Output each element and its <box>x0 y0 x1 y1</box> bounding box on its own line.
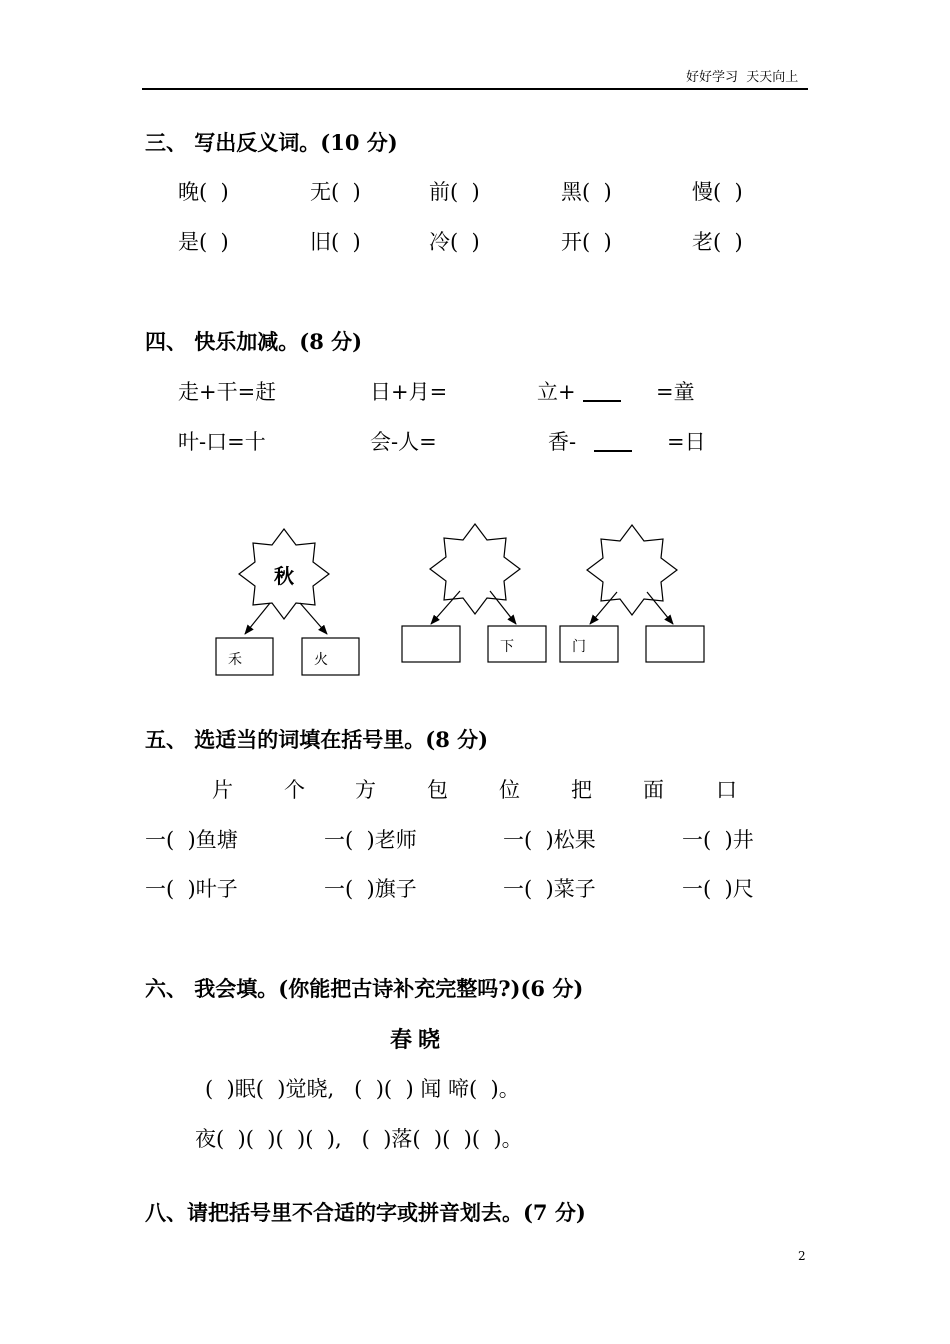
equation: 会-人= <box>370 430 437 454</box>
word-choice: 方 <box>355 778 376 802</box>
measure-item: 一( )井 <box>682 828 754 852</box>
header-text: 好好学习 天天向上 <box>686 70 799 85</box>
equation: 香- <box>548 430 577 454</box>
page-number: 2 <box>798 1249 806 1263</box>
arrow-1a <box>245 603 270 634</box>
equation: =日 <box>667 430 706 454</box>
measure-item: 一( )老师 <box>324 828 417 852</box>
box-label: 下 <box>500 639 514 655</box>
measure-item: 一( )旗子 <box>324 877 417 901</box>
measure-item: 一( )松果 <box>503 828 596 852</box>
answer-box-6 <box>646 626 704 662</box>
box-label: 火 <box>314 652 328 668</box>
section-4-title: 四、 快乐加减。(8 分) <box>145 329 363 354</box>
antonym-item: 是( ) <box>178 230 229 254</box>
antonym-item: 开( ) <box>561 230 612 254</box>
equation: 立+ <box>537 380 576 404</box>
antonym-item: 老( ) <box>692 230 743 254</box>
star-shape-2 <box>430 524 520 614</box>
measure-item: 一( )叶子 <box>145 877 238 901</box>
word-choice: 口 <box>716 778 737 802</box>
word-choice: 片 <box>212 778 233 802</box>
box-label: 禾 <box>228 652 242 668</box>
measure-item: 一( )鱼塘 <box>145 828 238 852</box>
answer-box-5 <box>560 626 618 662</box>
poem-line-2: 夜( )( )( )( ), ( )落( )( )( )。 <box>195 1127 523 1151</box>
box-label: 门 <box>572 639 586 655</box>
answer-box-3 <box>402 626 460 662</box>
star-label: 秋 <box>274 564 294 588</box>
word-choice: 个 <box>284 778 305 802</box>
measure-item: 一( )菜子 <box>503 877 596 901</box>
poem-title: 春晓 <box>390 1027 447 1053</box>
antonym-item: 前( ) <box>429 180 480 204</box>
word-choice: 面 <box>643 778 664 802</box>
section-3-title: 三、 写出反义词。(10 分) <box>145 130 398 155</box>
poem-line-1: ( )眠( )觉晓, ( )( ) 闻 啼( )。 <box>205 1077 520 1101</box>
antonym-item: 无( ) <box>310 180 361 204</box>
section-6-title: 六、 我会填。(你能把古诗补充完整吗?)(6 分) <box>145 976 584 1001</box>
equation: 走+干=赶 <box>178 380 277 404</box>
antonym-item: 冷( ) <box>429 230 480 254</box>
arrow-1b <box>300 603 327 634</box>
equation: 叶-口=十 <box>178 430 266 454</box>
section-5-title: 五、 选适当的词填在括号里。(8 分) <box>145 727 489 752</box>
equation: =童 <box>656 380 695 404</box>
antonym-item: 慢( ) <box>692 180 743 204</box>
antonym-item: 晚( ) <box>178 180 229 204</box>
word-choice: 把 <box>571 778 592 802</box>
measure-item: 一( )尺 <box>682 877 754 901</box>
antonym-item: 旧( ) <box>310 230 361 254</box>
answer-box-4 <box>488 626 546 662</box>
answer-box-1 <box>216 638 273 675</box>
section-8-title: 八、请把括号里不合适的字或拼音划去。(7 分) <box>145 1200 586 1225</box>
word-choice: 位 <box>499 778 520 802</box>
word-choice: 包 <box>427 778 448 802</box>
star-shape-3 <box>587 525 677 615</box>
equation: 日+月= <box>370 380 448 404</box>
antonym-item: 黑( ) <box>561 180 612 204</box>
answer-box-2 <box>302 638 359 675</box>
